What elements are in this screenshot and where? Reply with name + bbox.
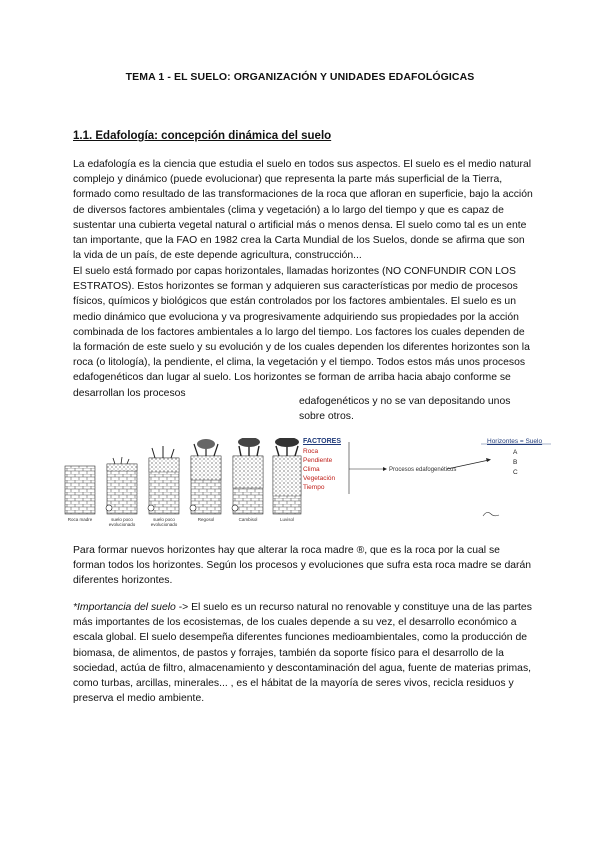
paragraph-horizons-continued: edafogenéticos y no se van depositando unos sobre otros.: [299, 396, 511, 423]
factor-item: Tiempo: [303, 484, 325, 491]
importance-lead: *Importancia del suelo: [73, 602, 176, 613]
factor-item: Vegetación: [303, 475, 336, 482]
factors-title: FACTORES: [303, 438, 341, 445]
profile-regosol: [190, 439, 221, 514]
profile-cambisol: [232, 438, 263, 514]
paragraph-parent-rock: Para formar nuevos horizontes hay que alterar la roca madre ®, que es la roca por la cual se forman todos los horizontes. Según los procesos y evoluciones que sufra esta roca madre se darán diferentes horizontes.: [73, 545, 532, 587]
profile-label: suelo poco evolucionado: [108, 517, 136, 527]
factor-item: Roca: [303, 448, 319, 455]
profile-label: Cambisol: [238, 517, 258, 522]
factors-diagram: [303, 438, 563, 524]
horizon-letter: A: [513, 449, 518, 456]
paragraph-horizons: El suelo está formado por capas horizontales, llamadas horizontes (NO CONFUNDIR CON LOS ESTRATOS). Estos horizontes se forman y adquieren sus características por medio de procesos físicos, químicos y biológicos que están controlados por los factores ambientales. El suelo es un medio dinámico que evoluciona y va progresivamente adquiriendo sus propiedades por la acción combinada de los factores ambientales a lo largo del tiempo. Los factores los cuales dependen de la formación de este suelo y su evolución y de los cuales dependen los diferentes horizontes son la roca (o litología), la pendiente, el clima, la vegetación y el tiempo. Todos estos más unos procesos edafogenéticos dan lugar al suelo. Los horizontes se forman de arriba hacia abajo conforme se desarrollan los procesos: [73, 266, 530, 399]
horizon-letter: B: [513, 459, 518, 466]
profile-label: suelo poco evolucionado: [150, 517, 178, 527]
soil-profiles-illustration: [63, 438, 303, 524]
profile-label: Regosol: [197, 517, 215, 522]
section-heading: 1.1. Edafología: concepción dinámica del suelo: [73, 130, 332, 142]
factor-item: Clima: [303, 466, 320, 473]
horizons-title: Horizontes = Suelo: [487, 438, 543, 445]
profile-label: Luvisol: [279, 517, 294, 522]
profile-label: Roca madre: [67, 517, 93, 522]
soil-evolution-figure: [63, 438, 563, 527]
importance-body: -> El suelo es un recurso natural no renovable y constituye una de las partes más importantes de los ecosistemas, de los cuales depende a su vez, el desarrollo económico a escala global. El suelo desempeña diferentes funciones medioambientales, como la producción de biomasa, de alimentos, de pastos y forrajes, también da soporte físico para el desarrollo de la sociedad, actúa de filtro, almacenamiento y descontaminación del agua, fuente de materias primas, como turbas, arcillas, minerales... , es el hábitat de la mayoría de seres vivos, recicla residuos y preserva el medio ambiente.: [73, 602, 532, 705]
horizon-letter: C: [513, 469, 518, 476]
paragraph-importance: [73, 600, 533, 706]
process-label: Procesos edafogenéticos: [389, 467, 457, 473]
factors-arrows: [303, 438, 563, 524]
profile-luvisol: [273, 438, 301, 514]
signature-scribble: [483, 512, 499, 516]
profile-3: [148, 446, 179, 514]
paragraph-definition: La edafología es la ciencia que estudia el suelo en todos sus aspectos. El suelo es el medio natural complejo y dinámico (puede evolucionar) que representa la parte más superficial de la Tierra, formado como resultado de las transformaciones de la roca que afloran en superficie, bajo la acción de diversos factores ambientales (clima y vegetación) a lo largo del tiempo y que es capaz de sustentar una cubierta vegetal natural o artificial más o menos densa. El suelo como tal es un ente tan importante, que la FAO en 1982 crea la Carta Mundial de los Suelos, donde se afirma que son la vida de un país, de este depende agricultura, construcción...: [73, 159, 533, 262]
factor-item: Pendiente: [303, 457, 333, 464]
document-title: TEMA 1 - EL SUELO: ORGANIZACIÓN Y UNIDADES EDAFOLÓGICAS: [125, 71, 475, 83]
profile-rock: [65, 466, 95, 514]
profile-2: [106, 457, 137, 514]
